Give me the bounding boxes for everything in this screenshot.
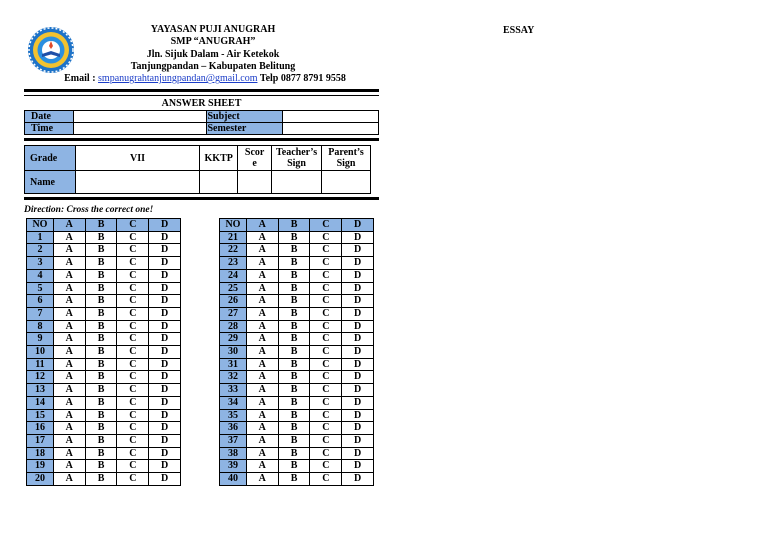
answer-option-b[interactable]: B [85, 244, 117, 257]
subject-label: Subject [207, 111, 283, 123]
answer-option-d[interactable]: D [149, 371, 181, 384]
answer-option-c[interactable]: C [117, 333, 149, 346]
answer-option-d[interactable]: D [342, 460, 374, 473]
answer-option-c[interactable]: C [310, 460, 342, 473]
answer-row [220, 320, 374, 333]
answer-option-a[interactable]: A [53, 396, 85, 409]
question-number: 39 [220, 460, 247, 473]
teacher-sign-label [272, 146, 322, 171]
answer-header-cell: A [53, 219, 85, 232]
question-number: 35 [220, 409, 247, 422]
answer-row [220, 231, 374, 244]
answer-option-b[interactable]: B [85, 269, 117, 282]
info-table [24, 110, 379, 135]
answer-option-b[interactable]: B [278, 447, 310, 460]
answer-option-c[interactable]: C [117, 371, 149, 384]
email-label: Email : [64, 73, 96, 85]
answer-option-c[interactable]: C [310, 384, 342, 397]
answer-option-b[interactable]: B [85, 320, 117, 333]
answer-option-b[interactable]: B [278, 244, 310, 257]
answer-option-d[interactable]: D [342, 231, 374, 244]
answer-option-d[interactable]: D [149, 320, 181, 333]
answer-row [220, 409, 374, 422]
answer-option-b[interactable]: B [85, 257, 117, 270]
answer-option-a[interactable]: A [53, 384, 85, 397]
answer-header-cell: NO [27, 219, 54, 232]
question-number: 21 [220, 231, 247, 244]
header-divider [24, 89, 379, 92]
question-number: 36 [220, 422, 247, 435]
answer-row [27, 434, 181, 447]
answer-option-a[interactable]: A [246, 460, 278, 473]
answer-option-a[interactable]: A [53, 307, 85, 320]
answer-option-b[interactable]: B [85, 282, 117, 295]
answer-row [220, 473, 374, 486]
direction-text: Direction: Cross the correct one! [24, 205, 154, 215]
time-label: Time [25, 123, 74, 135]
question-number: 5 [27, 282, 54, 295]
answer-option-d[interactable]: D [149, 447, 181, 460]
answer-option-c[interactable]: C [117, 307, 149, 320]
answer-option-b[interactable]: B [278, 257, 310, 270]
answer-option-a[interactable]: A [246, 384, 278, 397]
subject-field[interactable] [283, 111, 379, 123]
answer-option-b[interactable]: B [85, 473, 117, 486]
answer-option-c[interactable]: C [117, 460, 149, 473]
answer-option-d[interactable]: D [342, 333, 374, 346]
answer-option-c[interactable]: C [310, 434, 342, 447]
answer-option-c[interactable]: C [310, 282, 342, 295]
parent-label-line2: Sign [336, 158, 356, 169]
answer-row [27, 320, 181, 333]
answer-header-cell: A [246, 219, 278, 232]
answer-option-c[interactable]: C [117, 447, 149, 460]
answer-option-d[interactable]: D [149, 307, 181, 320]
answer-option-a[interactable]: A [53, 473, 85, 486]
answer-option-a[interactable]: A [53, 244, 85, 257]
semester-field[interactable] [283, 123, 379, 135]
question-number: 13 [27, 384, 54, 397]
answer-option-c[interactable]: C [310, 244, 342, 257]
answer-option-b[interactable]: B [278, 231, 310, 244]
answer-option-d[interactable]: D [342, 244, 374, 257]
answer-row [27, 460, 181, 473]
answer-option-d[interactable]: D [149, 384, 181, 397]
question-number: 14 [27, 396, 54, 409]
answer-option-d[interactable]: D [342, 358, 374, 371]
email-link[interactable]: smpanugrahtanjungpandan@gmail.com [98, 73, 258, 85]
answer-option-d[interactable]: D [342, 269, 374, 282]
question-number: 30 [220, 346, 247, 359]
answer-option-a[interactable]: A [246, 231, 278, 244]
answer-option-d[interactable]: D [149, 460, 181, 473]
answer-option-c[interactable]: C [310, 307, 342, 320]
school-name: SMP “ANUGRAH” [170, 36, 256, 48]
answer-row [27, 358, 181, 371]
answer-option-a[interactable]: A [53, 257, 85, 270]
answer-option-c[interactable]: C [117, 257, 149, 270]
answer-option-c[interactable]: C [117, 384, 149, 397]
contact-line [64, 73, 346, 85]
question-number: 16 [27, 422, 54, 435]
answer-option-b[interactable]: B [278, 333, 310, 346]
question-number: 23 [220, 257, 247, 270]
question-number: 19 [27, 460, 54, 473]
answer-option-c[interactable]: C [117, 244, 149, 257]
answer-row [27, 282, 181, 295]
answer-option-b[interactable]: B [278, 434, 310, 447]
answer-option-b[interactable]: B [278, 269, 310, 282]
answer-option-b[interactable]: B [85, 460, 117, 473]
answer-option-a[interactable]: A [53, 333, 85, 346]
answer-option-d[interactable]: D [149, 269, 181, 282]
answer-option-a[interactable]: A [246, 320, 278, 333]
sheet-title: ANSWER SHEET [161, 98, 242, 109]
answer-option-d[interactable]: D [149, 473, 181, 486]
answer-option-b[interactable]: B [85, 434, 117, 447]
answer-row [27, 307, 181, 320]
answer-row [220, 434, 374, 447]
foundation-name: YAYASAN PUJI ANUGRAH [150, 24, 276, 35]
answer-row [220, 244, 374, 257]
question-number: 1 [27, 231, 54, 244]
question-number: 38 [220, 447, 247, 460]
answer-option-d[interactable]: D [342, 422, 374, 435]
answer-option-c[interactable]: C [310, 295, 342, 308]
answer-option-d[interactable]: D [342, 257, 374, 270]
answer-option-b[interactable]: B [278, 409, 310, 422]
question-number: 10 [27, 346, 54, 359]
question-number: 33 [220, 384, 247, 397]
answer-header-cell: NO [220, 219, 247, 232]
school-city: Tanjungpandan – Kabupaten Belitung [130, 60, 296, 72]
answer-option-a[interactable]: A [246, 346, 278, 359]
answer-option-a[interactable]: A [53, 269, 85, 282]
school-logo [27, 26, 75, 74]
answer-option-d[interactable]: D [342, 307, 374, 320]
answer-option-c[interactable]: C [310, 396, 342, 409]
answer-option-a[interactable]: A [246, 269, 278, 282]
answer-option-d[interactable]: D [149, 244, 181, 257]
answer-option-b[interactable]: B [85, 422, 117, 435]
question-number: 12 [27, 371, 54, 384]
answer-header-row [220, 219, 374, 232]
question-number: 32 [220, 371, 247, 384]
time-field[interactable] [73, 123, 207, 135]
parent-label-line1: Parent’s [328, 147, 364, 158]
answer-option-c[interactable]: C [310, 473, 342, 486]
answer-option-b[interactable]: B [278, 396, 310, 409]
answer-option-c[interactable]: C [310, 320, 342, 333]
semester-label: Semester [207, 123, 283, 135]
answer-header-row [27, 219, 181, 232]
answer-option-c[interactable]: C [117, 231, 149, 244]
answer-header-cell: B [85, 219, 117, 232]
answer-option-a[interactable]: A [53, 447, 85, 460]
answer-option-c[interactable]: C [310, 358, 342, 371]
question-number: 6 [27, 295, 54, 308]
answer-option-a[interactable]: A [53, 434, 85, 447]
question-number: 20 [27, 473, 54, 486]
answer-option-a[interactable]: A [246, 422, 278, 435]
question-number: 24 [220, 269, 247, 282]
answer-option-a[interactable]: A [246, 358, 278, 371]
answer-option-b[interactable]: B [85, 307, 117, 320]
answer-option-a[interactable]: A [53, 346, 85, 359]
answer-option-a[interactable]: A [246, 244, 278, 257]
answer-option-b[interactable]: B [278, 320, 310, 333]
answer-option-a[interactable]: A [53, 460, 85, 473]
parent-sign-field[interactable] [322, 171, 371, 194]
answer-header-cell: C [117, 219, 149, 232]
answer-option-d[interactable]: D [149, 358, 181, 371]
grade-divider [24, 197, 379, 200]
answer-row [27, 422, 181, 435]
answer-option-d[interactable]: D [149, 434, 181, 447]
answer-option-c[interactable]: C [117, 358, 149, 371]
answer-row [27, 269, 181, 282]
answer-row [220, 307, 374, 320]
answer-option-a[interactable]: A [53, 231, 85, 244]
answer-option-a[interactable]: A [246, 447, 278, 460]
question-number: 25 [220, 282, 247, 295]
phone: Telp 0877 8791 9558 [259, 73, 346, 85]
question-number: 2 [27, 244, 54, 257]
answer-option-d[interactable]: D [149, 231, 181, 244]
teacher-sign-field[interactable] [272, 171, 322, 194]
test-type-label: ESSAY [503, 25, 535, 36]
parent-sign-label [322, 146, 371, 171]
answer-option-a[interactable]: A [246, 371, 278, 384]
answer-option-b[interactable]: B [278, 371, 310, 384]
date-label: Date [25, 111, 74, 123]
answer-option-d[interactable]: D [342, 371, 374, 384]
answer-option-d[interactable]: D [342, 384, 374, 397]
answer-option-c[interactable]: C [117, 473, 149, 486]
kktp-field[interactable] [200, 171, 238, 194]
answer-option-b[interactable]: B [278, 422, 310, 435]
grade-label: Grade [25, 146, 76, 171]
info-divider [24, 138, 379, 141]
answer-row [220, 384, 374, 397]
answer-option-d[interactable]: D [342, 320, 374, 333]
question-number: 17 [27, 434, 54, 447]
answer-option-b[interactable]: B [278, 346, 310, 359]
answer-table-right [219, 218, 374, 486]
answer-option-d[interactable]: D [342, 346, 374, 359]
answer-option-a[interactable]: A [246, 307, 278, 320]
answer-option-c[interactable]: C [310, 346, 342, 359]
question-number: 7 [27, 307, 54, 320]
answer-option-c[interactable]: C [310, 269, 342, 282]
answer-option-b[interactable]: B [278, 295, 310, 308]
answer-option-a[interactable]: A [53, 422, 85, 435]
answer-row [220, 460, 374, 473]
answer-option-c[interactable]: C [310, 447, 342, 460]
answer-option-b[interactable]: B [85, 447, 117, 460]
answer-option-d[interactable]: D [149, 422, 181, 435]
answer-header-cell: D [149, 219, 181, 232]
answer-option-b[interactable]: B [85, 333, 117, 346]
answer-row [27, 257, 181, 270]
answer-option-a[interactable]: A [53, 295, 85, 308]
answer-option-b[interactable]: B [85, 231, 117, 244]
answer-row [27, 396, 181, 409]
answer-option-b[interactable]: B [85, 409, 117, 422]
answer-option-a[interactable]: A [53, 358, 85, 371]
score-label-line1: Scor [244, 147, 265, 158]
answer-row [27, 346, 181, 359]
question-number: 34 [220, 396, 247, 409]
question-number: 28 [220, 320, 247, 333]
score-label [238, 146, 272, 171]
answer-option-d[interactable]: D [149, 257, 181, 270]
answer-option-c[interactable]: C [117, 396, 149, 409]
question-number: 37 [220, 434, 247, 447]
score-label-line2: e [252, 158, 257, 169]
answer-option-c[interactable]: C [310, 231, 342, 244]
question-number: 8 [27, 320, 54, 333]
answer-option-d[interactable]: D [149, 396, 181, 409]
answer-row [27, 244, 181, 257]
answer-table-left [26, 218, 181, 486]
answer-option-a[interactable]: A [246, 295, 278, 308]
answer-row [220, 396, 374, 409]
answer-option-b[interactable]: B [278, 307, 310, 320]
school-address: Jln. Sijuk Dalam - Air Ketekok [146, 48, 280, 60]
answer-option-c[interactable]: C [117, 320, 149, 333]
answer-option-a[interactable]: A [246, 473, 278, 486]
answer-row [220, 346, 374, 359]
question-number: 22 [220, 244, 247, 257]
answer-row [220, 422, 374, 435]
question-number: 27 [220, 307, 247, 320]
answer-option-b[interactable]: B [85, 384, 117, 397]
question-number: 31 [220, 358, 247, 371]
answer-row [27, 409, 181, 422]
score-field[interactable] [238, 171, 272, 194]
answer-option-c[interactable]: C [310, 422, 342, 435]
answer-row [220, 269, 374, 282]
answer-option-c[interactable]: C [117, 422, 149, 435]
answer-option-b[interactable]: B [85, 358, 117, 371]
answer-option-d[interactable]: D [342, 434, 374, 447]
answer-option-a[interactable]: A [246, 409, 278, 422]
answer-row [27, 384, 181, 397]
answer-row [27, 295, 181, 308]
answer-option-b[interactable]: B [278, 460, 310, 473]
question-number: 40 [220, 473, 247, 486]
school-header [64, 24, 346, 85]
header-divider-thin [24, 95, 379, 96]
question-number: 4 [27, 269, 54, 282]
answer-option-b[interactable]: B [85, 346, 117, 359]
answer-option-d[interactable]: D [149, 333, 181, 346]
answer-option-d[interactable]: D [149, 282, 181, 295]
answer-option-b[interactable]: B [278, 282, 310, 295]
answer-option-b[interactable]: B [278, 358, 310, 371]
answer-row [220, 371, 374, 384]
answer-option-d[interactable]: D [342, 295, 374, 308]
answer-option-a[interactable]: A [246, 282, 278, 295]
answer-option-a[interactable]: A [246, 396, 278, 409]
answer-option-c[interactable]: C [117, 434, 149, 447]
answer-option-c[interactable]: C [310, 333, 342, 346]
question-number: 3 [27, 257, 54, 270]
teacher-label-line2: Sign [287, 158, 306, 169]
answer-row [27, 473, 181, 486]
grade-value: VII [75, 146, 199, 171]
answer-option-a[interactable]: A [246, 434, 278, 447]
answer-header-cell: D [342, 219, 374, 232]
kktp-label: KKTP [200, 146, 238, 171]
answer-option-a[interactable]: A [53, 320, 85, 333]
teacher-label-line1: Teacher’s [276, 147, 318, 158]
answer-option-a[interactable]: A [53, 409, 85, 422]
answer-option-d[interactable]: D [149, 346, 181, 359]
answer-option-d[interactable]: D [342, 473, 374, 486]
answer-option-c[interactable]: C [117, 282, 149, 295]
answer-option-c[interactable]: C [310, 371, 342, 384]
question-number: 15 [27, 409, 54, 422]
answer-row [220, 447, 374, 460]
question-number: 18 [27, 447, 54, 460]
answer-row [27, 231, 181, 244]
answer-row [220, 257, 374, 270]
answer-row [27, 371, 181, 384]
answer-option-d[interactable]: D [342, 409, 374, 422]
question-number: 11 [27, 358, 54, 371]
answer-option-c[interactable]: C [117, 269, 149, 282]
answer-row [220, 282, 374, 295]
date-field[interactable] [73, 111, 207, 123]
name-field[interactable] [75, 171, 199, 194]
answer-option-c[interactable]: C [117, 295, 149, 308]
answer-option-a[interactable]: A [246, 257, 278, 270]
answer-option-c[interactable]: C [117, 346, 149, 359]
answer-option-d[interactable]: D [342, 447, 374, 460]
question-number: 9 [27, 333, 54, 346]
name-label: Name [25, 171, 76, 194]
answer-option-c[interactable]: C [310, 409, 342, 422]
answer-row [27, 333, 181, 346]
answer-row [220, 295, 374, 308]
question-number: 26 [220, 295, 247, 308]
answer-option-b[interactable]: B [85, 371, 117, 384]
answer-row [27, 447, 181, 460]
answer-option-d[interactable]: D [342, 396, 374, 409]
answer-option-b[interactable]: B [278, 473, 310, 486]
answer-row [220, 333, 374, 346]
answer-header-cell: B [278, 219, 310, 232]
answer-option-d[interactable]: D [342, 282, 374, 295]
answer-option-c[interactable]: C [310, 257, 342, 270]
answer-option-b[interactable]: B [278, 384, 310, 397]
answer-option-c[interactable]: C [117, 409, 149, 422]
answer-option-a[interactable]: A [53, 371, 85, 384]
question-number: 29 [220, 333, 247, 346]
answer-option-d[interactable]: D [149, 295, 181, 308]
answer-option-a[interactable]: A [53, 282, 85, 295]
answer-option-d[interactable]: D [149, 409, 181, 422]
answer-header-cell: C [310, 219, 342, 232]
answer-option-b[interactable]: B [85, 295, 117, 308]
answer-option-b[interactable]: B [85, 396, 117, 409]
grade-table [24, 145, 371, 194]
answer-option-a[interactable]: A [246, 333, 278, 346]
answer-row [220, 358, 374, 371]
